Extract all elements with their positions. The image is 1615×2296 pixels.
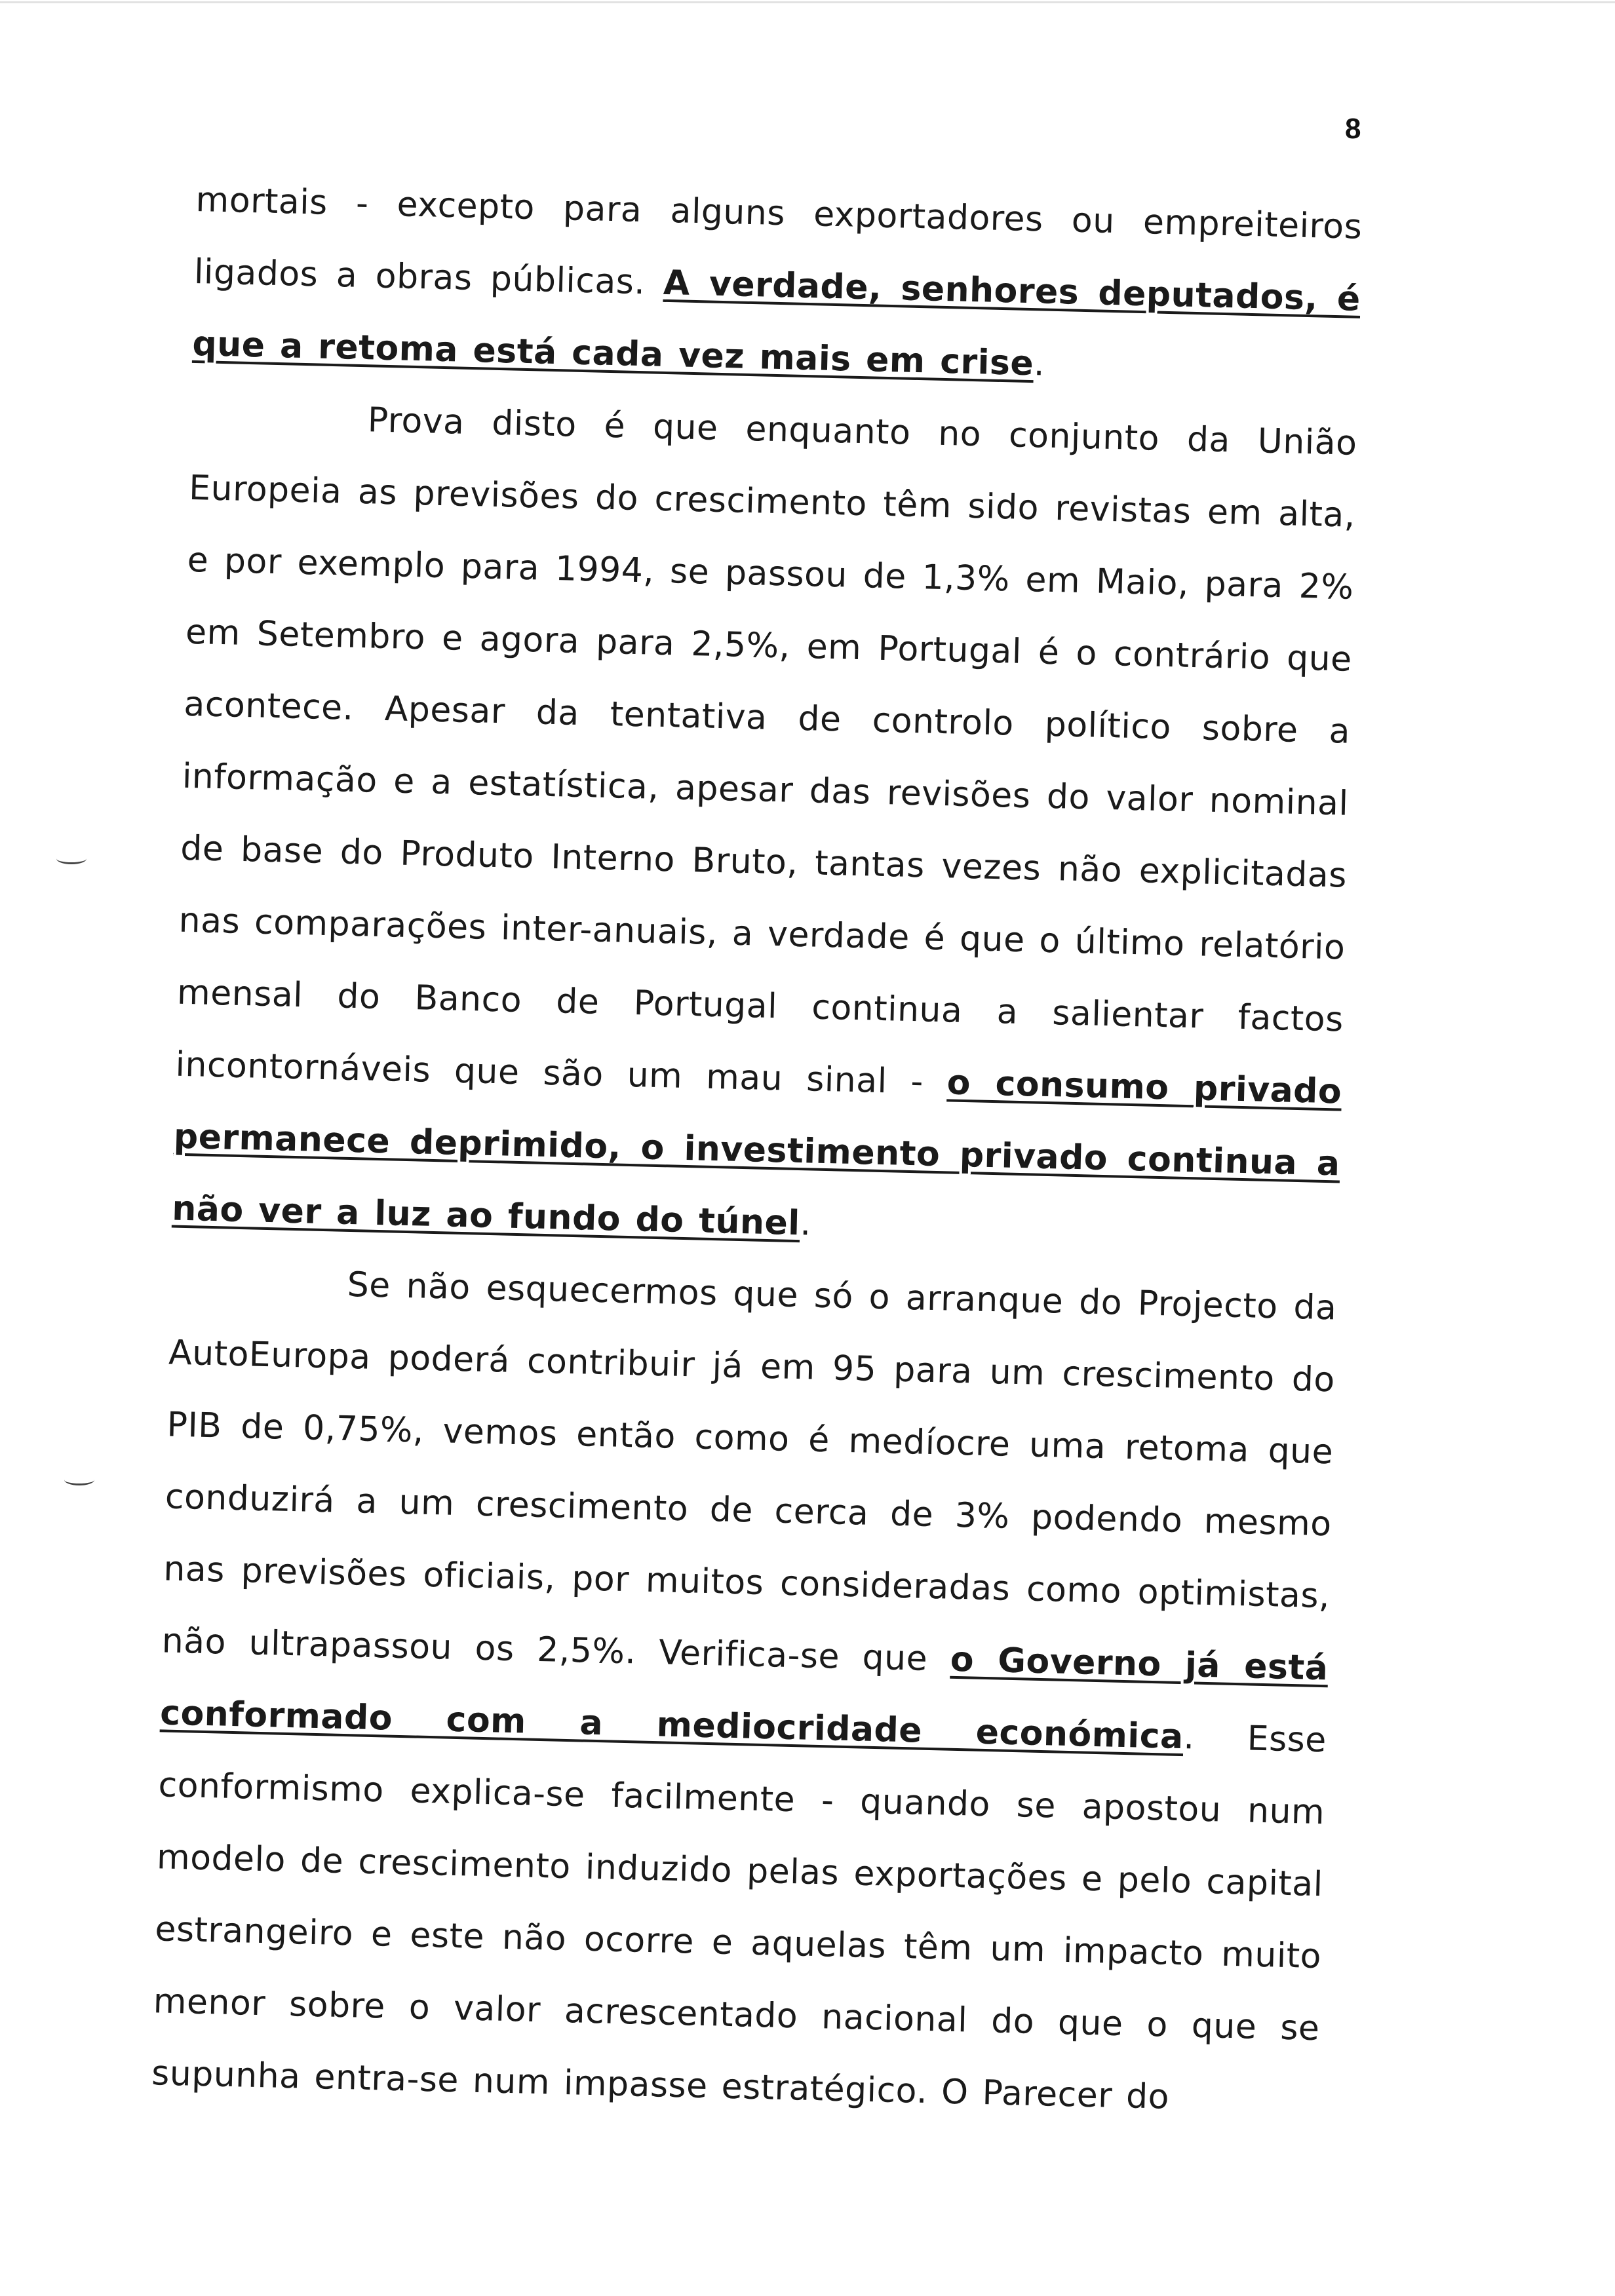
text-segment: mortais - excepto para alguns exportadores ou empreiteiros ligados a obras públicas. — [193, 180, 1363, 303]
page-number: 8 — [1345, 113, 1361, 145]
margin-mark-2 — [64, 1474, 94, 1485]
body-text — [151, 164, 1363, 2137]
scan-top-edge — [0, 1, 1615, 3]
paragraph-2 — [171, 380, 1358, 1272]
paragraph-3 — [151, 1245, 1338, 2137]
underlined-segment: o consumo privado permanece deprimido, o investimento privado continua a não ver a luz ao fundo do túnel — [171, 1063, 1342, 1244]
text-segment: . — [799, 1204, 812, 1244]
text-segment: . Esse conformismo explica-se facilmente - quando se apostou num modelo de crescimento induzido pelas exportações e pelo capital estrangeiro e este não ocorre e aquelas têm um impacto muito menor sobre o valor acrescentado nacional do que o que se supunha entra-se num impasse estratégico. O Parecer do — [151, 1717, 1327, 2117]
margin-mark-1 — [56, 853, 87, 864]
underlined-segment: A verdade, senhores deputados, é que a retoma está cada vez mais em crise — [191, 263, 1361, 384]
paragraph-1 — [191, 164, 1363, 408]
text-segment: Prova disto é que enquanto no conjunto da União Europeia as previsões do crescimento têm sido revistas em alta, e por exemplo para 1994, se passou de 1,3% em Maio, para 2% em Setembro e agora para 2,5%, em Portugal é o contrário que acontece. Apesar da tentativa de controlo político sobre a informação e a estatística, apesar das revisões do valor nominal de base do Produto Interno Bruto, tantas vezes não explicitadas nas comparações inter-anuais, a verdade é que o último relatório mensal do Banco de Portugal continua a salientar factos incontornáveis que são um mau sinal - — [174, 400, 1358, 1103]
underlined-segment: o Governo já está conformado com a mediocridade económica — [159, 1639, 1329, 1757]
text-segment: Se não esquecermos que só o arranque do Projecto da AutoEuropa poderá contribuir já em 95 para um crescimento do PIB de 0,75%, vemos então como é medíocre uma retoma que conduzirá a um crescimento de cerca de 3% podendo mesmo nas previsões oficiais, por muitos consideradas como optimistas, não ultrapassou os 2,5%. Verifica-se que — [161, 1265, 1338, 1679]
text-segment: . — [1033, 344, 1045, 384]
